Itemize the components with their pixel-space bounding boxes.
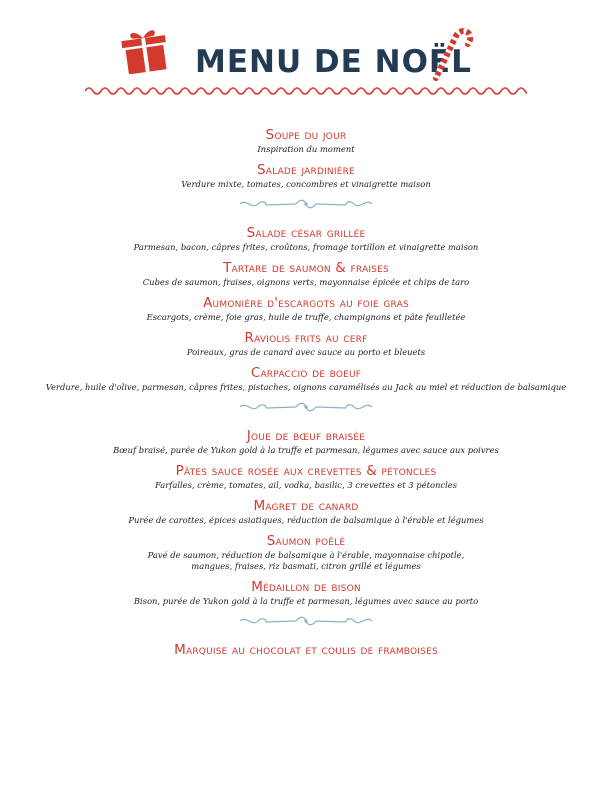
wavy-line — [85, 84, 527, 98]
dish-description: Verdure mixte, tomates, concombres et vinaigrette maison — [181, 179, 431, 189]
dish-name: Saumon poêlé — [266, 533, 346, 549]
menu-list — [0, 126, 612, 665]
menu-section — [0, 224, 612, 393]
menu-item — [0, 161, 612, 190]
dish-name: Soupe du jour — [265, 127, 347, 143]
menu-item — [0, 259, 612, 288]
menu-item — [0, 294, 612, 323]
menu-section — [0, 641, 612, 659]
menu-header — [0, 0, 612, 100]
scroll-divider — [236, 399, 376, 415]
dish-description: Poireaux, gras de canard avec sauce au porto et bleuets — [186, 347, 426, 357]
dish-description: Cubes de saumon, fraises, oignons verts, mayonnaise épicée et chips de taro — [142, 277, 470, 287]
menu-item — [0, 224, 612, 253]
dish-description: Escargots, crème, foie gras, huile de truffe, champignons et pâte feuilletée — [146, 312, 466, 322]
menu-item — [0, 462, 612, 491]
dish-name: Tartare de saumon & fraises — [223, 260, 389, 276]
dish-name: Salade jardinière — [257, 162, 355, 178]
scroll-divider — [236, 196, 376, 212]
dish-name: Raviolis frits au cerf — [244, 330, 368, 346]
dish-description: Verdure, huile d'olive, parmesan, câpres frites, pistaches, oignons caramélisés au Jack au miel et réduction de balsamique — [45, 382, 567, 392]
menu-section — [0, 427, 612, 607]
dish-description: Inspiration du moment — [257, 144, 355, 154]
menu-item — [0, 364, 612, 393]
scroll-divider — [236, 613, 376, 629]
menu-item — [0, 427, 612, 456]
menu-item — [0, 126, 612, 155]
dish-description: Bœuf braisé, purée de Yukon gold à la truffe et parmesan, légumes avec sauce aux poivres — [113, 445, 499, 455]
dish-name: Aumonière d'escargots au foie gras — [203, 295, 409, 311]
dish-description: Bison, purée de Yukon gold à la truffe et parmesan, légumes avec sauce au porto — [133, 596, 479, 606]
dish-description: Pavé de saumon, réduction de balsamique à l'érable, mayonnaise chipotle, mangues, fraises, riz basmati, citron grillé et légumes — [147, 550, 465, 571]
dish-name: Joue de bœuf braisée — [246, 428, 366, 444]
menu-section — [0, 126, 612, 190]
menu-item — [0, 532, 612, 572]
candy-cane-icon — [426, 22, 476, 82]
menu-item — [0, 329, 612, 358]
dish-name: Magret de canard — [253, 498, 359, 514]
page-title: MENU DE NOËL — [195, 44, 472, 80]
menu-item — [0, 578, 612, 607]
dish-name: Pâtes sauce rosée aux crevettes & pétoncles — [175, 463, 437, 479]
dish-description: Purée de carottes, épices asiatiques, réduction de balsamique à l'érable et légumes — [128, 515, 484, 525]
dish-name: Marquise au chocolat et coulis de framboises — [174, 642, 438, 658]
dish-name: Carpaccio de boeuf — [250, 365, 362, 381]
menu-item — [0, 497, 612, 526]
dish-name: Médaillon de bison — [251, 579, 361, 595]
gift-icon — [120, 26, 170, 74]
dish-name: Salade césar grillée — [246, 225, 366, 241]
menu-item — [0, 641, 612, 659]
dish-description: Parmesan, bacon, câpres frites, croûtons, fromage tortillon et vinaigrette maison — [133, 242, 479, 252]
dish-description: Farfalles, crème, tomates, ail, vodka, basilic, 3 crevettes et 3 pétoncles — [154, 480, 458, 490]
